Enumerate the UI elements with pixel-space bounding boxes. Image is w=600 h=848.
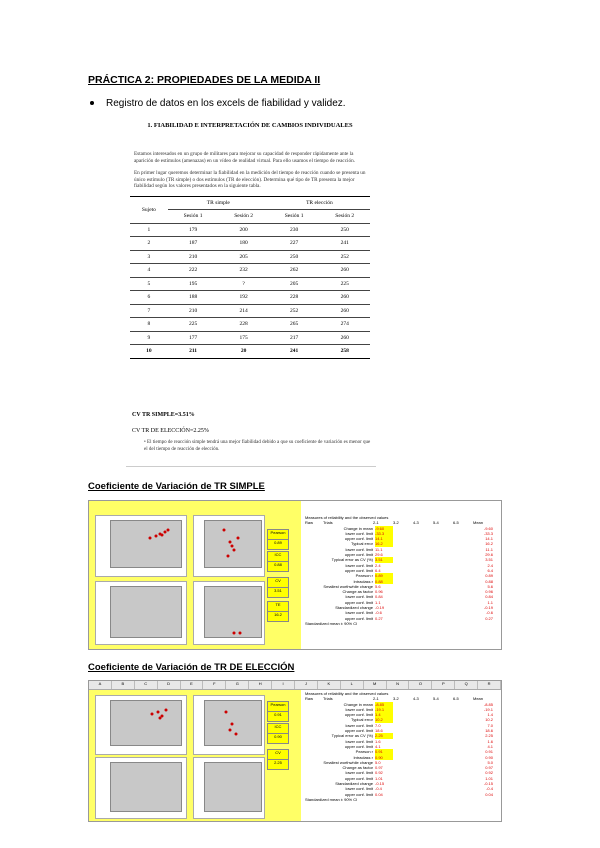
grid-value[interactable]: 5.0 bbox=[375, 759, 381, 765]
grid-mean[interactable]: 1.01 bbox=[485, 775, 493, 781]
grid-value[interactable]: 2.25 bbox=[375, 733, 393, 738]
grid-mean[interactable]: 14.1 bbox=[485, 536, 493, 542]
grid-footer-label[interactable]: Standardized mean ± 90% CI bbox=[305, 620, 358, 626]
grid-value[interactable]: 0.96 bbox=[375, 589, 383, 595]
th-session: Sesión 2 bbox=[319, 210, 370, 224]
table-cell: 262 bbox=[269, 264, 320, 278]
grid-value[interactable]: -0.15 bbox=[375, 781, 385, 787]
grid-label[interactable]: upper conf. limit bbox=[344, 775, 373, 781]
grid-mean[interactable]: -0.4 bbox=[486, 786, 493, 792]
grid-header[interactable]: 4-3 bbox=[413, 520, 419, 526]
grid-label[interactable]: upper conf. limit bbox=[344, 599, 373, 605]
grid-header[interactable]: 2-1 bbox=[373, 696, 379, 702]
th-session: Sesión 1 bbox=[269, 210, 320, 224]
grid-value[interactable]: -8.85 bbox=[375, 702, 393, 707]
grid-value[interactable]: 7.0 bbox=[375, 722, 381, 728]
grid-cell[interactable] bbox=[433, 792, 453, 797]
grid-label[interactable]: upper conf. limit bbox=[344, 712, 373, 718]
column-headers bbox=[89, 681, 501, 690]
grid-value[interactable]: -19.1 bbox=[375, 707, 393, 712]
grid-label[interactable]: Change as factor bbox=[342, 765, 373, 771]
grid-mean[interactable]: 0.84 bbox=[485, 594, 493, 600]
grid-row-label[interactable]: Raw bbox=[305, 696, 314, 702]
table-cell: 241 bbox=[319, 237, 370, 251]
th-simple: TR simple bbox=[168, 196, 269, 210]
grid-mean[interactable]: 0.91 bbox=[485, 749, 493, 755]
table-cell: 222 bbox=[168, 264, 219, 278]
grid-label[interactable]: Pearson r bbox=[355, 573, 373, 579]
grid-label[interactable]: Standardized change bbox=[335, 605, 373, 611]
scatter-chart-1 bbox=[95, 515, 187, 577]
grid-title[interactable]: Measures of reliability and the observed values bbox=[305, 515, 389, 520]
grid-value[interactable]: 11.1 bbox=[375, 546, 383, 552]
grid-label[interactable]: lower conf. limit bbox=[345, 562, 373, 568]
grid-mean[interactable]: 4.1 bbox=[487, 743, 493, 749]
empty-chart-2 bbox=[193, 581, 265, 645]
grid-mean[interactable]: 1.6 bbox=[487, 738, 493, 744]
grid-value[interactable]: 1.01 bbox=[375, 775, 383, 781]
table-cell: 4 bbox=[130, 264, 168, 278]
grid-mean[interactable]: 6.4 bbox=[487, 567, 493, 573]
grid-value[interactable]: 0.89 bbox=[375, 573, 393, 578]
column-header[interactable]: G bbox=[226, 681, 249, 689]
grid-label[interactable]: Typical error as CV (%) bbox=[331, 557, 373, 563]
grid-mean[interactable]: 0.90 bbox=[485, 754, 493, 760]
grid-value[interactable]: -0.19 bbox=[375, 605, 385, 611]
grid-value[interactable]: 0.91 bbox=[375, 749, 393, 754]
grid-label[interactable]: lower conf. limit bbox=[345, 722, 373, 728]
column-header[interactable]: K bbox=[318, 681, 341, 689]
column-header[interactable]: C bbox=[135, 681, 158, 689]
grid-mean[interactable]: -19.1 bbox=[483, 706, 493, 712]
table-cell: 210 bbox=[168, 250, 219, 264]
grid-value[interactable]: 1.6 bbox=[375, 738, 381, 744]
spreadsheet-eleccion bbox=[88, 680, 502, 822]
empty-chart-1 bbox=[95, 757, 187, 819]
grid-header[interactable]: Trials bbox=[323, 520, 333, 526]
section-title-simple: Coeficiente de Variación de TR SIMPLE bbox=[88, 481, 265, 492]
table-cell: 3 bbox=[130, 250, 168, 264]
doc-paragraph-2: En primer lugar queremos determinar la fiabilidad en la medición del tiempo de reacción cuando se presenta un único estímulo (TR simple) o dos estímulos (TR de elección). Determina qué tipo de TR presenta la mejor fiabilidad según los valores presentados en la siguiente tabla. bbox=[134, 170, 366, 189]
grid-value[interactable]: 0.97 bbox=[375, 765, 383, 771]
table-cell: 252 bbox=[319, 250, 370, 264]
table-cell: 274 bbox=[319, 318, 370, 332]
column-header[interactable]: O bbox=[409, 681, 432, 689]
table-cell: 195 bbox=[168, 277, 219, 291]
table-cell: 6 bbox=[130, 291, 168, 305]
conclusion-text: El tiempo de reacción simple tendrá una mejor fiabilidad debido a que su coeficiente de variación es menor que el del tiempo de reacción de elección. bbox=[144, 440, 371, 452]
scatter-chart-2 bbox=[193, 695, 265, 755]
scatter-chart-2 bbox=[193, 515, 265, 577]
column-header[interactable]: H bbox=[249, 681, 272, 689]
grid-label[interactable]: lower conf. limit bbox=[345, 786, 373, 792]
grid-cell[interactable] bbox=[453, 792, 473, 797]
grid-value[interactable]: 5.6 bbox=[375, 583, 381, 589]
column-header[interactable]: N bbox=[387, 681, 410, 689]
grid-mean[interactable]: 18.6 bbox=[485, 728, 493, 734]
empty-chart-2 bbox=[193, 757, 265, 819]
grid-mean[interactable]: -0.6 bbox=[486, 610, 493, 616]
grid-label[interactable]: upper conf. limit bbox=[344, 791, 373, 797]
table-row bbox=[130, 304, 370, 318]
reaction-time-table bbox=[130, 196, 370, 359]
grid-header[interactable]: 6-5 bbox=[453, 520, 459, 526]
table-row bbox=[130, 264, 370, 278]
table-cell: 210 bbox=[168, 304, 219, 318]
table-row bbox=[130, 237, 370, 251]
grid-mean[interactable]: 0.27 bbox=[485, 615, 493, 621]
grid-label[interactable]: Smallest worthwhile change bbox=[323, 759, 373, 765]
grid-value[interactable]: 16.2 bbox=[375, 541, 393, 546]
grid-label[interactable]: lower conf. limit bbox=[345, 530, 373, 536]
grid-mean[interactable]: 2.4 bbox=[487, 562, 493, 568]
table-cell: 20 bbox=[218, 345, 269, 359]
table-cell: 260 bbox=[319, 331, 370, 345]
yellow-box: ICC bbox=[267, 723, 289, 734]
yellow-box: CV bbox=[267, 749, 289, 760]
grid-label[interactable]: Typical error bbox=[350, 717, 373, 723]
table-cell: 9 bbox=[130, 331, 168, 345]
th-sujeto: Sujeto bbox=[130, 196, 168, 223]
yellow-box: 16.2 bbox=[267, 611, 289, 622]
yellow-box: 2.25 bbox=[267, 759, 289, 770]
column-header[interactable]: J bbox=[295, 681, 318, 689]
grid-mean[interactable]: 16.2 bbox=[485, 541, 493, 547]
grid-label[interactable]: upper conf. limit bbox=[344, 743, 373, 749]
reliability-grid bbox=[305, 691, 499, 802]
grid-value[interactable]: 14.1 bbox=[375, 536, 393, 541]
grid-label[interactable]: lower conf. limit bbox=[345, 594, 373, 600]
grid-mean[interactable]: 7.0 bbox=[487, 722, 493, 728]
grid-mean[interactable]: -8.85 bbox=[483, 701, 493, 707]
grid-label[interactable]: upper conf. limit bbox=[344, 728, 373, 734]
table-cell: 175 bbox=[218, 331, 269, 345]
grid-mean[interactable]: 5.0 bbox=[487, 759, 493, 765]
empty-chart-1 bbox=[95, 581, 187, 645]
column-header[interactable]: E bbox=[181, 681, 204, 689]
table-cell: 232 bbox=[218, 264, 269, 278]
yellow-box: TE bbox=[267, 601, 289, 612]
grid-value[interactable]: 3.51 bbox=[375, 557, 393, 562]
column-header[interactable]: L bbox=[341, 681, 364, 689]
table-row bbox=[130, 223, 370, 237]
th-session: Sesión 2 bbox=[218, 210, 269, 224]
yellow-box: 0.88 bbox=[267, 561, 289, 572]
column-header[interactable]: M bbox=[364, 681, 387, 689]
cv-eleccion-result: CV TR DE ELECCIÓN=2.25% bbox=[132, 428, 209, 434]
table-cell: 241 bbox=[269, 345, 320, 359]
embedded-document bbox=[130, 118, 370, 359]
grid-header[interactable]: Mean bbox=[473, 520, 484, 526]
grid-mean[interactable]: 3.51 bbox=[485, 557, 493, 563]
grid-footer-label[interactable]: Standardized mean ± 90% CI bbox=[305, 796, 358, 802]
residual-points bbox=[204, 520, 260, 566]
scatter-chart-1 bbox=[95, 695, 187, 755]
grid-cell[interactable] bbox=[453, 616, 473, 621]
grid-value[interactable]: 4.1 bbox=[375, 743, 381, 749]
grid-footer bbox=[305, 621, 499, 626]
table-cell: 225 bbox=[319, 277, 370, 291]
grid-label[interactable]: Change in mean bbox=[343, 701, 373, 707]
table-cell: 225 bbox=[168, 318, 219, 332]
grid-mean[interactable]: 0.89 bbox=[485, 573, 493, 579]
grid-value[interactable]: 1.4 bbox=[375, 712, 393, 717]
table-cell: 230 bbox=[269, 223, 320, 237]
table-cell: 252 bbox=[269, 304, 320, 318]
column-header[interactable]: R bbox=[478, 681, 501, 689]
grid-header[interactable]: 6-5 bbox=[453, 696, 459, 702]
divider bbox=[126, 466, 376, 467]
grid-value[interactable]: -0.4 bbox=[375, 786, 382, 792]
column-header[interactable]: F bbox=[203, 681, 226, 689]
grid-value[interactable]: 29.6 bbox=[375, 552, 383, 558]
grid-title[interactable]: Measures of reliability and the observed values bbox=[305, 691, 389, 696]
grid-value[interactable]: 2.4 bbox=[375, 562, 381, 568]
grid-value[interactable]: 0.90 bbox=[375, 755, 393, 760]
grid-footer bbox=[305, 797, 499, 802]
grid-label[interactable]: upper conf. limit bbox=[344, 552, 373, 558]
column-header[interactable]: P bbox=[432, 681, 455, 689]
table-cell: 211 bbox=[168, 345, 219, 359]
yellow-box: 0.91 bbox=[267, 711, 289, 722]
table-row bbox=[130, 277, 370, 291]
table-cell: 258 bbox=[319, 345, 370, 359]
table-cell: 1 bbox=[130, 223, 168, 237]
grid-mean[interactable]: 29.6 bbox=[485, 552, 493, 558]
grid-mean[interactable]: 5.6 bbox=[487, 583, 493, 589]
grid-label[interactable]: Standardized change bbox=[335, 781, 373, 787]
grid-mean[interactable]: -0.19 bbox=[483, 605, 493, 611]
yellow-box: Pearson bbox=[267, 529, 289, 540]
grid-value[interactable]: 0.04 bbox=[375, 791, 383, 797]
conclusion bbox=[144, 440, 372, 453]
yellow-box: 3.51 bbox=[267, 587, 289, 598]
grid-label[interactable]: Change as factor bbox=[342, 589, 373, 595]
section-title-eleccion: Coeficiente de Variación de TR DE ELECCIÓN bbox=[88, 662, 295, 673]
grid-label[interactable]: lower conf. limit bbox=[345, 770, 373, 776]
table-cell: 260 bbox=[319, 304, 370, 318]
table-cell: 192 bbox=[218, 291, 269, 305]
grid-label[interactable]: lower conf. limit bbox=[345, 738, 373, 744]
grid-header[interactable]: 3-2 bbox=[393, 696, 399, 702]
reliability-grid bbox=[305, 515, 499, 626]
grid-header[interactable]: Mean bbox=[473, 696, 484, 702]
table-cell: 200 bbox=[218, 223, 269, 237]
grid-header[interactable]: 4-3 bbox=[413, 696, 419, 702]
table-cell: 177 bbox=[168, 331, 219, 345]
grid-label[interactable]: Intraclass r bbox=[353, 754, 373, 760]
th-eleccion: TR elección bbox=[269, 196, 370, 210]
grid-label[interactable]: upper conf. limit bbox=[344, 615, 373, 621]
page-title: PRÁCTICA 2: PROPIEDADES DE LA MEDIDA II bbox=[88, 74, 321, 86]
table-cell: 5 bbox=[130, 277, 168, 291]
table-cell: 188 bbox=[168, 291, 219, 305]
column-header[interactable]: D bbox=[158, 681, 181, 689]
scatter-points bbox=[110, 520, 180, 566]
grid-value[interactable]: 10.2 bbox=[375, 717, 393, 722]
grid-mean[interactable]: -9.60 bbox=[483, 525, 493, 531]
table-cell: 180 bbox=[218, 237, 269, 251]
grid-header[interactable]: 5-4 bbox=[433, 696, 439, 702]
grid-header[interactable]: 5-4 bbox=[433, 520, 439, 526]
spreadsheet-simple bbox=[88, 500, 502, 650]
grid-label[interactable]: Smallest worthwhile change bbox=[323, 583, 373, 589]
grid-mean[interactable]: 1.4 bbox=[487, 712, 493, 718]
yellow-box: CV bbox=[267, 577, 289, 588]
table-cell: 205 bbox=[218, 250, 269, 264]
table-cell: 2 bbox=[130, 237, 168, 251]
table-row bbox=[130, 318, 370, 332]
column-header[interactable]: Q bbox=[455, 681, 478, 689]
cv-simple-result: CV TR SIMPLE=3.51% bbox=[132, 412, 195, 418]
table-cell: ? bbox=[218, 277, 269, 291]
grid-label[interactable]: lower conf. limit bbox=[345, 706, 373, 712]
doc-paragraph-1: Estamos interesados en un grupo de militares para mejorar su capacidad de responder rápidamente ante la aparición de estímulos (amenazas) en un vídeo de realidad virtual. Para ello usamos el tiempo de reacción. bbox=[134, 151, 355, 164]
grid-label[interactable]: Pearson r bbox=[355, 749, 373, 755]
grid-label[interactable]: lower conf. limit bbox=[345, 610, 373, 616]
grid-mean[interactable]: 0.96 bbox=[485, 589, 493, 595]
table-cell: 265 bbox=[269, 318, 320, 332]
grid-mean[interactable]: -0.15 bbox=[483, 781, 493, 787]
grid-value[interactable]: -9.60 bbox=[375, 526, 393, 531]
table-row bbox=[130, 291, 370, 305]
grid-mean[interactable]: 1.1 bbox=[487, 599, 493, 605]
grid-value[interactable]: -0.6 bbox=[375, 610, 382, 616]
grid-mean[interactable]: 0.92 bbox=[485, 770, 493, 776]
table-row bbox=[130, 250, 370, 264]
table-cell: 7 bbox=[130, 304, 168, 318]
grid-value[interactable]: -33.3 bbox=[375, 531, 393, 536]
table-cell: 179 bbox=[168, 223, 219, 237]
table-cell: 260 bbox=[319, 264, 370, 278]
table-cell: 205 bbox=[269, 277, 320, 291]
bullet-text: Registro de datos en los excels de fiabilidad y validez. bbox=[106, 98, 346, 109]
yellow-box: 0.89 bbox=[267, 539, 289, 550]
grid-label[interactable]: lower conf. limit bbox=[345, 546, 373, 552]
table-row bbox=[130, 331, 370, 345]
table-cell: 250 bbox=[319, 223, 370, 237]
th-session: Sesión 1 bbox=[168, 210, 219, 224]
doc-title: 1. FIABILIDAD E INTERPRETACIÓN DE CAMBIOS INDIVIDUALES bbox=[147, 122, 353, 129]
bullet-dot-icon bbox=[90, 101, 94, 105]
grid-mean[interactable]: 2.25 bbox=[485, 733, 493, 739]
grid-mean[interactable]: 0.97 bbox=[485, 765, 493, 771]
grid-row-label[interactable]: Raw bbox=[305, 520, 314, 526]
grid-mean[interactable]: 0.88 bbox=[485, 578, 493, 584]
grid-value[interactable]: 0.27 bbox=[375, 615, 383, 621]
column-header[interactable]: A bbox=[89, 681, 112, 689]
grid-label[interactable]: Intraclass r bbox=[353, 578, 373, 584]
column-header[interactable]: B bbox=[112, 681, 135, 689]
table-cell: 228 bbox=[269, 291, 320, 305]
grid-label[interactable]: Change in mean bbox=[343, 525, 373, 531]
yellow-box: 0.90 bbox=[267, 733, 289, 744]
grid-mean[interactable]: 0.04 bbox=[485, 791, 493, 797]
table-cell: 250 bbox=[269, 250, 320, 264]
grid-value[interactable]: 0.88 bbox=[375, 579, 393, 584]
grid-label[interactable]: Typical error bbox=[350, 541, 373, 547]
grid-header[interactable]: Trials bbox=[323, 696, 333, 702]
table-cell: 8 bbox=[130, 318, 168, 332]
grid-mean[interactable]: 11.1 bbox=[485, 546, 493, 552]
yellow-box: Pearson bbox=[267, 701, 289, 712]
grid-cell[interactable] bbox=[433, 616, 453, 621]
table-cell: 227 bbox=[269, 237, 320, 251]
grid-mean[interactable]: -33.3 bbox=[483, 530, 493, 536]
conclusion-bullet-icon: • bbox=[144, 440, 148, 445]
table-cell: 214 bbox=[218, 304, 269, 318]
grid-header[interactable]: 3-2 bbox=[393, 520, 399, 526]
grid-label[interactable]: Typical error as CV (%) bbox=[331, 733, 373, 739]
grid-mean[interactable]: 10.2 bbox=[485, 717, 493, 723]
grid-label[interactable]: upper conf. limit bbox=[344, 536, 373, 542]
grid-value[interactable]: 0.84 bbox=[375, 594, 383, 600]
table-cell: 228 bbox=[218, 318, 269, 332]
grid-label[interactable]: upper conf. limit bbox=[344, 567, 373, 573]
table-cell: 187 bbox=[168, 237, 219, 251]
grid-value[interactable]: 6.4 bbox=[375, 567, 381, 573]
table-cell: 260 bbox=[319, 291, 370, 305]
table-row bbox=[130, 345, 370, 359]
column-header[interactable]: I bbox=[272, 681, 295, 689]
table-cell: 217 bbox=[269, 331, 320, 345]
yellow-box: ICC bbox=[267, 551, 289, 562]
grid-header[interactable]: 2-1 bbox=[373, 520, 379, 526]
grid-value[interactable]: 0.92 bbox=[375, 770, 383, 776]
table-cell: 10 bbox=[130, 345, 168, 359]
grid-value[interactable]: 1.1 bbox=[375, 599, 381, 605]
grid-value[interactable]: 18.6 bbox=[375, 728, 383, 734]
